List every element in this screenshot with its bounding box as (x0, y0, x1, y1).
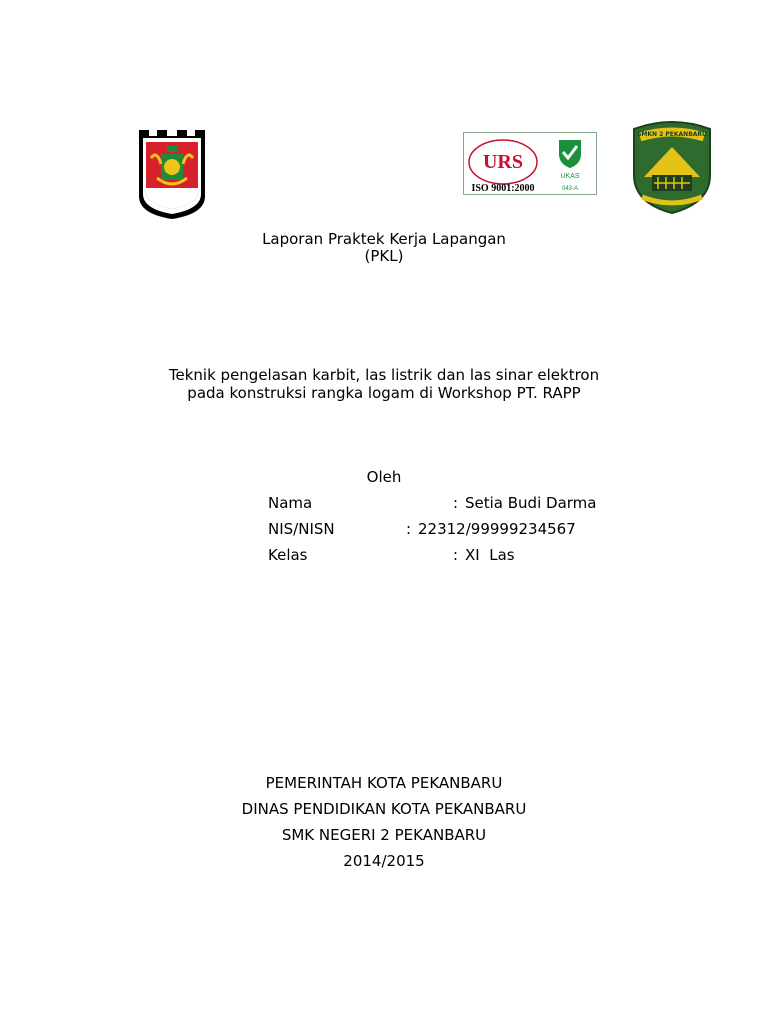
urs-text: URS (482, 151, 524, 173)
iso-text: ISO 9001:2000 (471, 183, 535, 194)
nis-label: NIS/NISN (268, 520, 335, 538)
ukas-text: UKAS (560, 173, 580, 180)
by-label: Oleh (366, 468, 402, 486)
class-value: XI Las (465, 546, 515, 564)
institution-line1: PEMERINTAH KOTA PEKANBARU (265, 774, 503, 792)
name-label: Nama (268, 494, 313, 512)
class-separator: : (453, 546, 459, 564)
school-emblem-text: SMKN 2 PEKANBARU (637, 131, 707, 138)
institution-line3: SMK NEGERI 2 PEKANBARU (281, 826, 487, 844)
ukas-code-text: 043-A (561, 186, 579, 192)
class-label: Kelas (268, 546, 308, 564)
name-row (268, 495, 648, 513)
class-row (268, 547, 648, 565)
topic-line1: Teknik pengelasan karbit, las listrik dan las sinar elektron (168, 366, 600, 384)
report-title-line2: (PKL) (364, 247, 404, 265)
nis-separator: : (406, 520, 412, 538)
name-value: Setia Budi Darma (465, 494, 597, 512)
nis-row (268, 521, 648, 539)
institution-line2: DINAS PENDIDIKAN KOTA PEKANBARU (241, 800, 527, 818)
nis-value: 22312/99999234567 (418, 520, 576, 538)
urs-ukas-certification-icon (463, 132, 597, 195)
report-title-line1: Laporan Praktek Kerja Lapangan (262, 230, 506, 248)
topic-line2: pada konstruksi rangka logam di Workshop PT. RAPP (187, 384, 581, 402)
pekanbaru-emblem-icon (137, 128, 207, 221)
name-separator: : (453, 494, 459, 512)
smkn2-pekanbaru-emblem-icon (630, 119, 714, 215)
academic-year: 2014/2015 (343, 852, 425, 870)
